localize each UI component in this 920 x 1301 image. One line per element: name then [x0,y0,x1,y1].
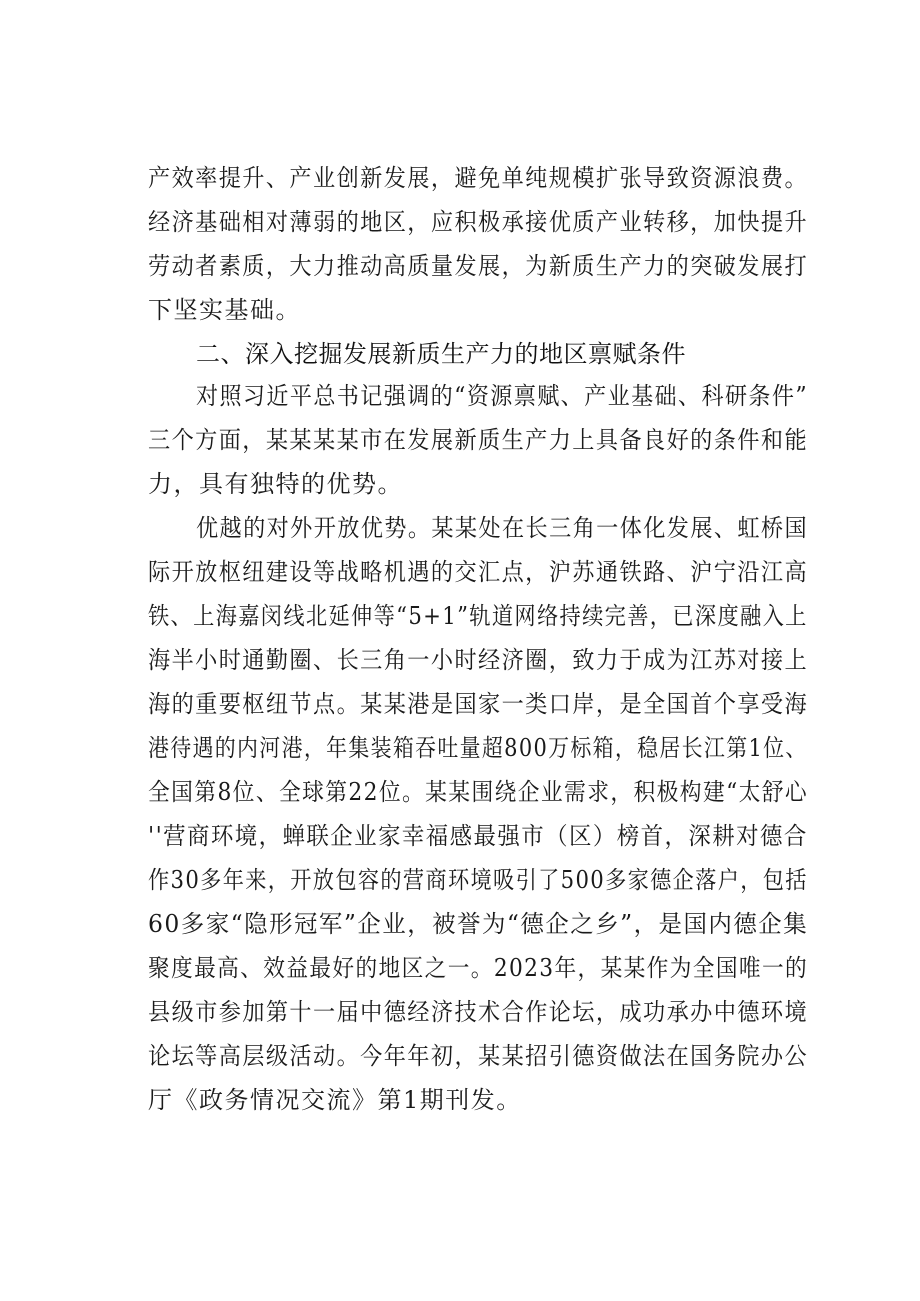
paragraph-line: 力，具有独特的优势。 [148,470,403,498]
paragraph-line: 作30多年来，开放包容的营商环境吸引了500多家德企落户，包括 [148,866,808,894]
paragraph-line: 论坛等高层级活动。今年年初，某某招引德资做法在国务院办公 [148,1042,809,1070]
paragraph-line: 际开放枢纽建设等战略机遇的交汇点，沪苏通铁路、沪宁沿江高 [148,558,809,586]
paragraph-line: 全国第8位、全球第22位。某某围绕企业需求，积极构建“太舒心 [148,778,809,806]
paragraph-line: 对照习近平总书记强调的“资源禀赋、产业基础、科研条件” [196,382,809,410]
paragraph-line: 经济基础相对薄弱的地区，应积极承接优质产业转移，加快提升 [148,208,809,236]
paragraph-line: 优越的对外开放优势。某某处在长三角一体化发展、虹桥国 [196,514,809,542]
paragraph-line: 海的重要枢纽节点。某某港是国家一类口岸，是全国首个享受海 [148,690,809,718]
paragraph-line: 铁、上海嘉闵线北延伸等“5+1”轨道网络持续完善，已深度融入上 [148,602,808,630]
section-heading: 二、深入挖掘发展新质生产力的地区禀赋条件 [196,340,686,368]
paragraph-line: 劳动者素质，大力推动高质量发展，为新质生产力的突破发展打 [148,252,809,280]
paragraph-line: 三个方面，某某某某市在发展新质生产力上具备良好的条件和能 [148,426,809,454]
paragraph-line: ''营商环境，蝉联企业家幸福感最强市（区）榜首，深耕对德合 [148,822,808,850]
paragraph-line: 县级市参加第十一届中德经济技术合作论坛，成功承办中德环境 [148,998,809,1026]
paragraph-line: 港待遇的内河港，年集装箱吞吐量超800万标箱，稳居长江第1位、 [148,734,808,762]
paragraph-line: 聚度最高、效益最好的地区之一。2023年，某某作为全国唯一的 [148,954,809,982]
paragraph-line: 60多家“隐形冠军”企业，被誉为“德企之乡”，是国内德企集 [148,910,809,938]
paragraph-line: 海半小时通勤圈、长三角一小时经济圈，致力于成为江苏对接上 [148,646,809,674]
paragraph-line: 厅《政务情况交流》第1期刊发。 [148,1086,522,1114]
paragraph-line: 产效率提升、产业创新发展，避免单纯规模扩张导致资源浪费。 [148,164,809,192]
paragraph-line: 下坚实基础。 [148,296,301,324]
